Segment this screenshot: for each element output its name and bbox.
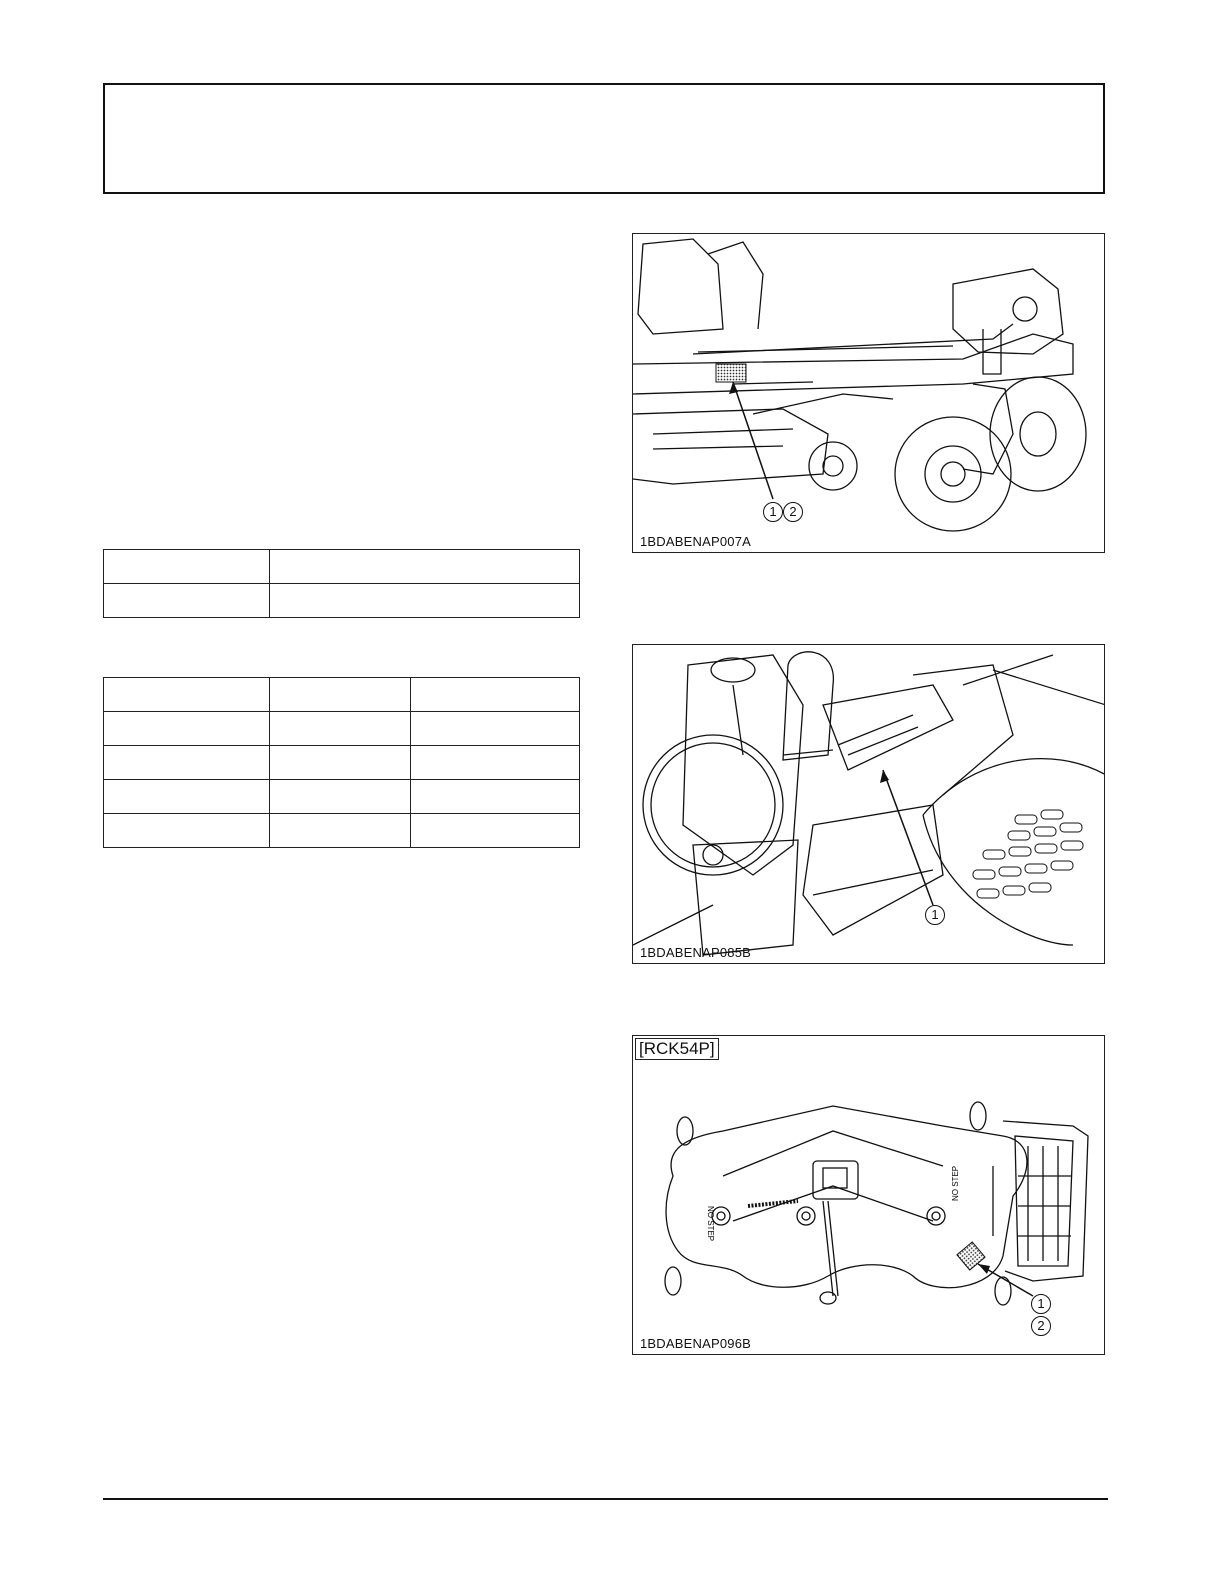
spec-table-1 bbox=[103, 549, 580, 618]
table-cell bbox=[104, 780, 270, 814]
figure-mower-deck bbox=[632, 1035, 1105, 1355]
table-cell bbox=[104, 584, 270, 618]
table-cell bbox=[104, 746, 270, 780]
table-row bbox=[104, 746, 580, 780]
table-cell bbox=[270, 780, 411, 814]
table-cell bbox=[411, 746, 580, 780]
deck-decal-right: NO STEP bbox=[951, 1165, 960, 1201]
figure-code: 1BDABENAP096B bbox=[640, 1336, 751, 1351]
table-row bbox=[104, 584, 580, 618]
figure-code: 1BDABENAP085B bbox=[640, 945, 751, 960]
callout-2: 2 bbox=[783, 502, 803, 522]
table-cell bbox=[411, 678, 580, 712]
table-cell bbox=[104, 550, 270, 584]
callout-2: 2 bbox=[1031, 1316, 1051, 1336]
figure-engine-bay bbox=[632, 644, 1105, 964]
table-cell bbox=[104, 712, 270, 746]
engine-bay-illustration bbox=[633, 645, 1105, 964]
mower-side-illustration bbox=[633, 234, 1105, 553]
table-row bbox=[104, 678, 580, 712]
table-cell bbox=[104, 814, 270, 848]
model-tag: [RCK54P] bbox=[635, 1038, 719, 1060]
table-row bbox=[104, 550, 580, 584]
callout-1: 1 bbox=[763, 502, 783, 522]
table-cell bbox=[270, 550, 580, 584]
deck-decal-left: NO STEP bbox=[706, 1206, 715, 1242]
spec-table-2 bbox=[103, 677, 580, 848]
callout-1: 1 bbox=[925, 905, 945, 925]
table-row bbox=[104, 814, 580, 848]
table-cell bbox=[270, 584, 580, 618]
table-row bbox=[104, 712, 580, 746]
table-cell bbox=[270, 814, 411, 848]
table-cell bbox=[270, 712, 411, 746]
figure-mower-side-view bbox=[632, 233, 1105, 553]
table-cell bbox=[411, 780, 580, 814]
table-cell bbox=[411, 814, 580, 848]
table-cell bbox=[411, 712, 580, 746]
table-row bbox=[104, 780, 580, 814]
table-cell bbox=[104, 678, 270, 712]
page-header-frame bbox=[103, 83, 1105, 194]
table-cell bbox=[270, 678, 411, 712]
footer-rule bbox=[103, 1498, 1108, 1500]
callout-1: 1 bbox=[1031, 1294, 1051, 1314]
table-cell bbox=[270, 746, 411, 780]
figure-code: 1BDABENAP007A bbox=[640, 534, 751, 549]
